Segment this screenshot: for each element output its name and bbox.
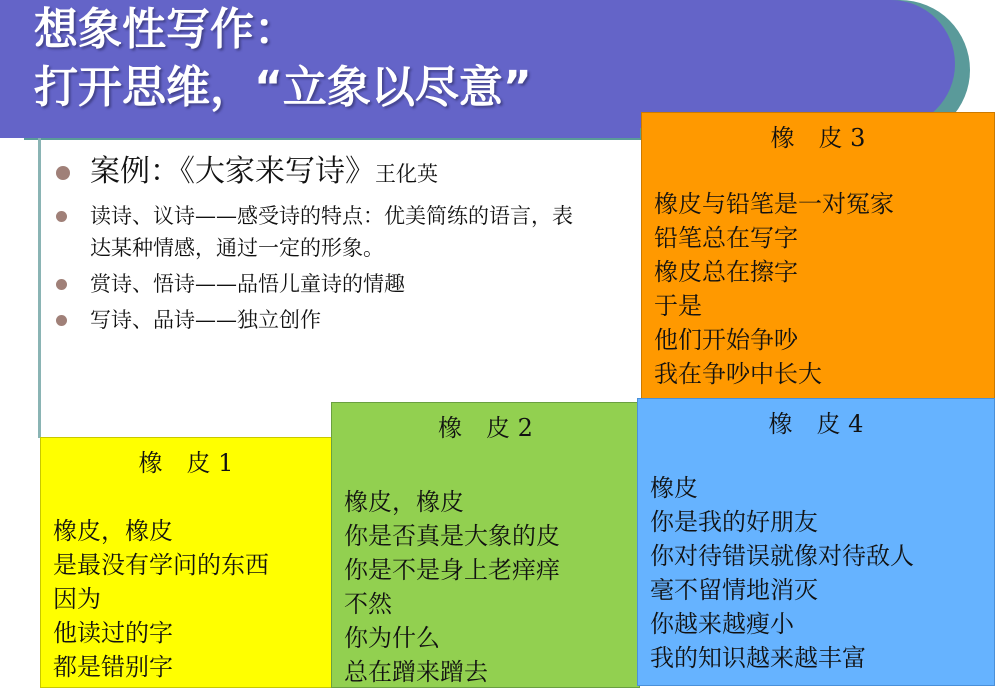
title-banner: [0, 0, 955, 128]
poem-line: 总在蹭来蹭去: [344, 658, 488, 686]
banner-underline: [0, 128, 640, 138]
poem-line: 橡皮: [650, 474, 698, 502]
poem-line: 我的知识越来越丰富: [650, 644, 866, 672]
poem-line: 你为什么: [344, 624, 440, 652]
bullet-item: [50, 304, 590, 336]
poem-line: 因为: [53, 585, 101, 613]
bullet-item: [50, 200, 590, 264]
poem-box-4: [637, 398, 995, 686]
poem-line: 橡皮总在擦字: [654, 258, 798, 286]
case-title: 案例：《大家来写诗》: [90, 154, 375, 189]
poem-line: 你是我的好朋友: [650, 508, 818, 536]
poem-line: 我在争吵中长大: [654, 360, 822, 388]
poem-box-3: [641, 112, 995, 400]
poem-line: 于是: [654, 292, 702, 320]
bullet-item-text: 写诗、品诗——独立创作: [90, 308, 321, 332]
poem-lines: [41, 514, 331, 684]
poem-box-2: [331, 402, 640, 688]
bullet-dot-icon: [56, 211, 67, 222]
case-author: 王化英: [375, 162, 438, 186]
bullet-dot-icon: [56, 315, 67, 326]
poem-line: 是最没有学问的东西: [53, 551, 269, 579]
bullet-item: [50, 268, 590, 300]
poem-line: 不然: [344, 590, 392, 618]
poem-line: 橡皮，橡皮: [53, 517, 173, 545]
poem-lines: [638, 471, 994, 675]
bullet-dot-icon: [56, 166, 70, 180]
poem-line: 毫不留情地消灭: [650, 576, 818, 604]
poem-title: 橡 皮 1: [138, 449, 234, 477]
poem-line: 橡皮与铅笔是一对冤家: [654, 190, 894, 218]
bullet-item-text: 读诗、议诗——感受诗的特点：优美简练的语言，表达某种情感，通过一定的形象。: [90, 204, 573, 260]
title-line-1: 想象性写作：: [34, 4, 298, 55]
content-frame-line: [38, 138, 41, 438]
bullet-item-text: 赏诗、悟诗——品悟儿童诗的情趣: [90, 272, 405, 296]
poem-lines: [642, 187, 994, 391]
bullet-case: [50, 150, 590, 196]
title-line-2: 打开思维，“立象以尽意”: [34, 62, 532, 113]
poem-box-1: [40, 437, 332, 688]
poem-line: 你对待错误就像对待敌人: [650, 542, 914, 570]
bullet-list: [50, 150, 590, 340]
poem-line: 铅笔总在写字: [654, 224, 798, 252]
poem-line: 他们开始争吵: [654, 326, 798, 354]
poem-line: 你是不是身上老痒痒: [344, 556, 560, 584]
bullet-dot-icon: [56, 279, 67, 290]
poem-title: 橡 皮 2: [438, 414, 533, 442]
poem-line: 橡皮，橡皮: [344, 488, 464, 516]
poem-title: 橡 皮 4: [768, 410, 864, 438]
poem-line: 他读过的字: [53, 619, 173, 647]
poem-line: 你越来越瘦小: [650, 610, 794, 638]
poem-line: 都是错别字: [53, 653, 173, 681]
poem-title: 橡 皮 3: [770, 124, 866, 152]
poem-line: 你是否真是大象的皮: [344, 522, 560, 550]
poem-lines: [332, 485, 639, 689]
